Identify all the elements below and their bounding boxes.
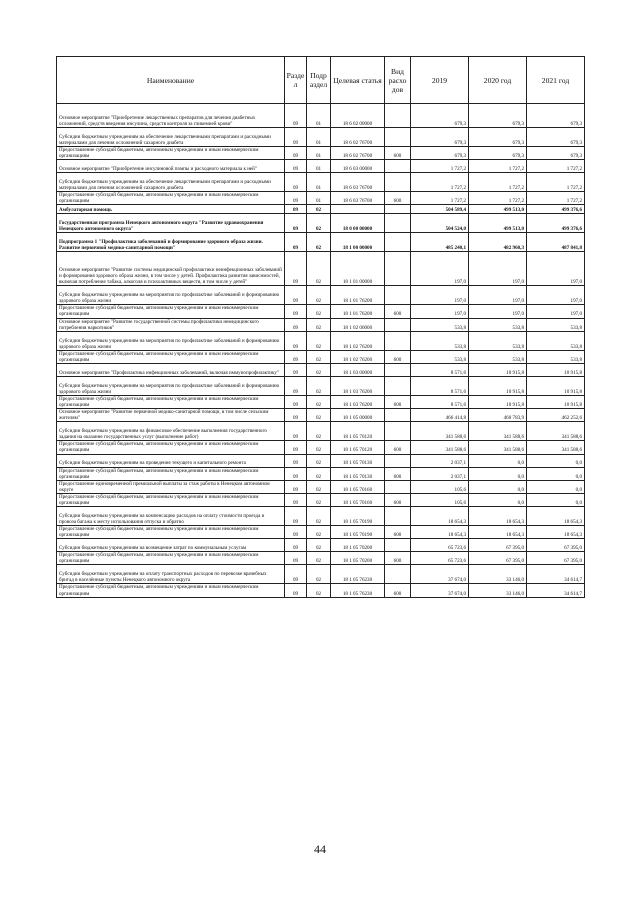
cell-2021: 67 395,0 <box>527 552 585 565</box>
table-row <box>57 376 585 395</box>
cell-target <box>331 205 385 214</box>
cell-name: Предоставление субсидий бюджетным, автономным учреждениям и иным некоммерческим организациям <box>57 467 285 480</box>
cell-target: 18 1 02 76200 <box>331 331 385 350</box>
cell-2020: 33 146,0 <box>469 584 527 597</box>
cell-target: 18 6 03 76700 <box>331 192 385 205</box>
cell-2021: 0,0 <box>527 493 585 506</box>
cell-2021: 533,8 <box>527 350 585 363</box>
cell-2021: 533,8 <box>527 318 585 331</box>
table-row <box>57 526 585 539</box>
cell-target: 18 1 03 76200 <box>331 395 385 408</box>
cell-2019: 1 727,2 <box>411 173 469 192</box>
cell-2019: 8 571,6 <box>411 395 469 408</box>
cell-2019: 679,3 <box>411 104 469 128</box>
cell-target: 18 1 02 00000 <box>331 318 385 331</box>
page-number: 44 <box>314 842 326 856</box>
cell-target: 18 1 05 70160 <box>331 480 385 493</box>
cell-podrazdel: 02 <box>307 318 331 331</box>
cell-razdel: 09 <box>285 173 307 192</box>
cell-2021: 197,0 <box>527 305 585 318</box>
cell-vid <box>385 173 411 192</box>
cell-2020: 197,0 <box>469 252 527 286</box>
cell-2020: 197,0 <box>469 305 527 318</box>
cell-2019: 533,8 <box>411 318 469 331</box>
cell-vid <box>385 205 411 214</box>
cell-razdel: 09 <box>285 584 307 597</box>
cell-2020: 482 960,3 <box>469 233 527 252</box>
cell-name: Субсидии бюджетным учреждениям на обеспечение лекарственными препаратами и расходными материалами для лечения осложнений сахарного диабета <box>57 173 285 192</box>
cell-vid: 600 <box>385 584 411 597</box>
cell-razdel: 09 <box>285 376 307 395</box>
cell-2021: 197,0 <box>527 286 585 305</box>
table-row <box>57 305 585 318</box>
cell-2020: 499 513,0 <box>469 214 527 233</box>
cell-razdel: 09 <box>285 395 307 408</box>
cell-name: Субсидии бюджетным учреждениям на проведение текущего и капитального ремонта <box>57 454 285 467</box>
cell-podrazdel: 02 <box>307 376 331 395</box>
cell-2019: 37 674,0 <box>411 584 469 597</box>
cell-name: Субсидии бюджетным учреждениям на возмещение затрат по коммунальным услугам <box>57 539 285 552</box>
cell-2019: 2 037,1 <box>411 467 469 480</box>
cell-vid <box>385 454 411 467</box>
cell-podrazdel: 02 <box>307 565 331 584</box>
header-razdel: Разде л <box>285 57 307 104</box>
cell-podrazdel: 02 <box>307 454 331 467</box>
cell-2021: 10 915,8 <box>527 376 585 395</box>
cell-podrazdel: 02 <box>307 480 331 493</box>
cell-razdel: 09 <box>285 493 307 506</box>
cell-2020: 679,3 <box>469 128 527 147</box>
cell-vid <box>385 128 411 147</box>
cell-2020: 0,0 <box>469 493 527 506</box>
cell-2021: 34 614,7 <box>527 565 585 584</box>
cell-razdel: 09 <box>285 480 307 493</box>
cell-2021: 0,0 <box>527 454 585 467</box>
cell-2020: 460 783,9 <box>469 409 527 422</box>
cell-target: 18 1 05 70190 <box>331 507 385 526</box>
cell-razdel: 09 <box>285 507 307 526</box>
cell-target: 18 1 01 76200 <box>331 286 385 305</box>
cell-2020: 33 146,0 <box>469 565 527 584</box>
cell-razdel: 09 <box>285 192 307 205</box>
cell-name: Субсидии бюджетным учреждениям на мероприятия по профилактике заболеваний и формированию здорового образа жизни <box>57 376 285 395</box>
cell-target: 18 6 02 76700 <box>331 147 385 160</box>
cell-podrazdel: 02 <box>307 395 331 408</box>
cell-2021: 0,0 <box>527 480 585 493</box>
cell-vid <box>385 286 411 305</box>
cell-target: 18 1 01 76200 <box>331 305 385 318</box>
cell-name: Амбулаторная помощь <box>57 205 285 214</box>
cell-razdel: 09 <box>285 552 307 565</box>
table-row <box>57 422 585 441</box>
cell-podrazdel: 02 <box>307 205 331 214</box>
cell-2020: 679,3 <box>469 147 527 160</box>
cell-2020: 0,0 <box>469 480 527 493</box>
cell-2019: 504 524,0 <box>411 214 469 233</box>
cell-2020: 67 395,0 <box>469 552 527 565</box>
cell-2020: 10 915,8 <box>469 363 527 376</box>
header-2021: 2021 год <box>527 57 585 104</box>
cell-2019: 485 240,1 <box>411 233 469 252</box>
table-row <box>57 507 585 526</box>
cell-2021: 10 915,8 <box>527 363 585 376</box>
table-row <box>57 441 585 454</box>
table-row <box>57 173 585 192</box>
cell-2020: 10 915,8 <box>469 376 527 395</box>
cell-name: Предоставление субсидий бюджетным, автономным учреждениям и иным некоммерческим организациям <box>57 526 285 539</box>
cell-vid <box>385 214 411 233</box>
cell-razdel: 09 <box>285 409 307 422</box>
cell-vid <box>385 409 411 422</box>
cell-podrazdel: 02 <box>307 214 331 233</box>
cell-target: 18 1 05 00000 <box>331 409 385 422</box>
table-row <box>57 363 585 376</box>
cell-2020: 499 513,0 <box>469 205 527 214</box>
cell-name: Субсидии бюджетным учреждениям на мероприятия по профилактике заболеваний и формированию здорового образа жизни <box>57 286 285 305</box>
cell-2019: 197,0 <box>411 252 469 286</box>
cell-podrazdel: 02 <box>307 286 331 305</box>
cell-2021: 341 588,6 <box>527 441 585 454</box>
cell-vid: 600 <box>385 305 411 318</box>
cell-target: 18 1 05 70120 <box>331 441 385 454</box>
cell-vid <box>385 160 411 173</box>
cell-vid: 600 <box>385 350 411 363</box>
table-body <box>57 104 585 598</box>
cell-podrazdel: 02 <box>307 422 331 441</box>
cell-2021: 1 727,2 <box>527 192 585 205</box>
cell-podrazdel: 02 <box>307 507 331 526</box>
table-row <box>57 160 585 173</box>
cell-razdel: 09 <box>285 441 307 454</box>
cell-2021: 679,3 <box>527 128 585 147</box>
cell-vid <box>385 480 411 493</box>
cell-2021: 10 915,8 <box>527 395 585 408</box>
cell-razdel: 09 <box>285 205 307 214</box>
cell-razdel: 09 <box>285 305 307 318</box>
cell-2021: 679,3 <box>527 147 585 160</box>
cell-podrazdel: 02 <box>307 233 331 252</box>
cell-2019: 18 654,3 <box>411 507 469 526</box>
cell-name: Предоставление субсидий бюджетным, автономным учреждениям и иным некоммерческим организациям <box>57 584 285 597</box>
cell-podrazdel: 02 <box>307 467 331 480</box>
cell-razdel: 09 <box>285 128 307 147</box>
cell-razdel: 09 <box>285 160 307 173</box>
cell-2020: 533,8 <box>469 331 527 350</box>
cell-target: 18 1 05 70200 <box>331 552 385 565</box>
cell-2021: 487 841,8 <box>527 233 585 252</box>
cell-vid <box>385 233 411 252</box>
cell-name: Предоставление субсидий бюджетным, автономным учреждениям и иным некоммерческим организациям <box>57 552 285 565</box>
cell-name: Основное мероприятие "Приобретение инсулиновой помпы и расходного материала к ней" <box>57 160 285 173</box>
cell-2019: 197,0 <box>411 305 469 318</box>
cell-target: 18 1 05 76230 <box>331 584 385 597</box>
cell-razdel: 09 <box>285 233 307 252</box>
cell-2019: 504 589,4 <box>411 205 469 214</box>
cell-podrazdel: 01 <box>307 128 331 147</box>
cell-razdel: 09 <box>285 147 307 160</box>
cell-podrazdel: 02 <box>307 409 331 422</box>
table-row <box>57 584 585 597</box>
cell-podrazdel: 02 <box>307 305 331 318</box>
cell-name: Предоставление субсидий бюджетным, автономным учреждениям и иным некоммерческим организациям <box>57 493 285 506</box>
cell-vid <box>385 252 411 286</box>
cell-name: Предоставление субсидий бюджетным, автономным учреждениям и иным некоммерческим организациям <box>57 305 285 318</box>
table-header-row <box>57 57 585 104</box>
cell-target: 18 1 03 76200 <box>331 376 385 395</box>
cell-name: Субсидии бюджетным учреждениям на мероприятия по профилактике заболеваний и формированию здорового образа жизни <box>57 331 285 350</box>
cell-target: 18 1 05 70200 <box>331 539 385 552</box>
cell-2019: 197,0 <box>411 286 469 305</box>
cell-razdel: 09 <box>285 363 307 376</box>
cell-2021: 197,0 <box>527 252 585 286</box>
cell-podrazdel: 02 <box>307 252 331 286</box>
cell-razdel: 09 <box>285 318 307 331</box>
cell-target: 18 6 02 00000 <box>331 104 385 128</box>
cell-razdel: 09 <box>285 454 307 467</box>
cell-podrazdel: 02 <box>307 363 331 376</box>
cell-vid: 600 <box>385 467 411 480</box>
header-podrazdel: Подр аздел <box>307 57 331 104</box>
cell-2021: 499 376,6 <box>527 205 585 214</box>
cell-target: 18 1 05 70160 <box>331 493 385 506</box>
cell-2020: 197,0 <box>469 286 527 305</box>
cell-2021: 499 376,6 <box>527 214 585 233</box>
cell-podrazdel: 01 <box>307 192 331 205</box>
cell-name: Субсидии бюджетным учреждениям на компенсацию расходов на оплату стоимости проезда и провоза багажа к месту использования отпуска и обратно <box>57 507 285 526</box>
table-row <box>57 350 585 363</box>
cell-podrazdel: 01 <box>307 147 331 160</box>
cell-vid <box>385 331 411 350</box>
cell-name: Основное мероприятие "Профилактика инфекционных заболеваний, включая иммунопрофилактику" <box>57 363 285 376</box>
cell-vid <box>385 507 411 526</box>
cell-2020: 1 727,2 <box>469 173 527 192</box>
cell-name: Основное мероприятие "Приобретение лекарственных препаратов для лечения диабетных осложнений, средств введения инсулина, средств контроля за гликемией крови" <box>57 104 285 128</box>
cell-vid <box>385 104 411 128</box>
header-2019: 2019 <box>411 57 469 104</box>
table-row <box>57 318 585 331</box>
header-name: Наименование <box>57 57 285 104</box>
cell-2019: 341 588,6 <box>411 422 469 441</box>
cell-vid <box>385 539 411 552</box>
cell-2019: 8 571,6 <box>411 363 469 376</box>
cell-name: Предоставление субсидий бюджетным, автономным учреждениям и иным некоммерческим организациям <box>57 441 285 454</box>
cell-2019: 8 571,6 <box>411 376 469 395</box>
cell-2019: 1 727,2 <box>411 192 469 205</box>
cell-2020: 0,0 <box>469 467 527 480</box>
cell-vid: 600 <box>385 192 411 205</box>
cell-2019: 2 037,1 <box>411 454 469 467</box>
cell-vid <box>385 565 411 584</box>
cell-2020: 18 654,3 <box>469 507 527 526</box>
cell-target: 18 0 00 00000 <box>331 214 385 233</box>
cell-podrazdel: 01 <box>307 160 331 173</box>
cell-podrazdel: 02 <box>307 552 331 565</box>
cell-2020: 0,0 <box>469 454 527 467</box>
table-row <box>57 539 585 552</box>
cell-2021: 18 654,3 <box>527 507 585 526</box>
cell-2021: 1 727,2 <box>527 173 585 192</box>
cell-razdel: 09 <box>285 539 307 552</box>
table-row <box>57 454 585 467</box>
cell-2021: 462 252,6 <box>527 409 585 422</box>
cell-2021: 533,8 <box>527 331 585 350</box>
table-row <box>57 252 585 286</box>
cell-2021: 67 395,0 <box>527 539 585 552</box>
cell-2019: 679,3 <box>411 128 469 147</box>
cell-vid: 600 <box>385 147 411 160</box>
cell-target: 18 1 05 70130 <box>331 454 385 467</box>
cell-target: 18 1 05 70190 <box>331 526 385 539</box>
cell-podrazdel: 02 <box>307 350 331 363</box>
cell-podrazdel: 01 <box>307 173 331 192</box>
cell-target: 18 1 05 70120 <box>331 422 385 441</box>
cell-vid: 600 <box>385 493 411 506</box>
cell-razdel: 09 <box>285 467 307 480</box>
table-row <box>57 286 585 305</box>
cell-vid: 600 <box>385 552 411 565</box>
cell-2019: 37 674,0 <box>411 565 469 584</box>
table-row <box>57 147 585 160</box>
cell-podrazdel: 02 <box>307 441 331 454</box>
budget-table-sheet <box>56 56 584 598</box>
cell-name: Основное мероприятие "Развитие первичной медико-санитарной помощи, в том числе сельским жителям" <box>57 409 285 422</box>
cell-2020: 341 588,6 <box>469 441 527 454</box>
cell-2020: 533,8 <box>469 350 527 363</box>
table-row <box>57 409 585 422</box>
table-row <box>57 104 585 128</box>
cell-name: Предоставление единовременной премиальной выплаты за стаж работы в Ненецком автономном округе <box>57 480 285 493</box>
cell-2020: 1 727,2 <box>469 160 527 173</box>
cell-razdel: 09 <box>285 350 307 363</box>
cell-2019: 533,8 <box>411 350 469 363</box>
header-2020: 2020 год <box>469 57 527 104</box>
cell-target: 18 1 01 00000 <box>331 252 385 286</box>
cell-2019: 679,3 <box>411 147 469 160</box>
cell-podrazdel: 02 <box>307 584 331 597</box>
cell-name: Предоставление субсидий бюджетным, автономным учреждениям и иным некоммерческим организациям <box>57 395 285 408</box>
cell-podrazdel: 02 <box>307 526 331 539</box>
cell-2020: 533,8 <box>469 318 527 331</box>
header-target: Целевая статья <box>331 57 385 104</box>
cell-name: Основное мероприятие "Развитие государственной системы профилактики немедицинского потребления наркотиков" <box>57 318 285 331</box>
table-row <box>57 395 585 408</box>
cell-name: Предоставление субсидий бюджетным, автономным учреждениям и иным некоммерческим организациям <box>57 350 285 363</box>
cell-2019: 18 654,3 <box>411 526 469 539</box>
cell-podrazdel: 01 <box>307 104 331 128</box>
table-row <box>57 205 585 214</box>
cell-target: 18 1 02 76200 <box>331 350 385 363</box>
cell-razdel: 09 <box>285 252 307 286</box>
cell-target: 18 1 05 70130 <box>331 467 385 480</box>
cell-vid <box>385 363 411 376</box>
cell-vid: 600 <box>385 395 411 408</box>
cell-2021: 341 588,6 <box>527 422 585 441</box>
cell-2020: 679,3 <box>469 104 527 128</box>
table-row <box>57 128 585 147</box>
table-row <box>57 214 585 233</box>
cell-2020: 341 588,6 <box>469 422 527 441</box>
cell-2021: 679,3 <box>527 104 585 128</box>
table-row <box>57 233 585 252</box>
cell-name: Государственная программа Ненецкого автономного округа "Развитие здравоохранения Ненецкого автономного округа" <box>57 214 285 233</box>
cell-2020: 18 654,3 <box>469 526 527 539</box>
cell-vid <box>385 318 411 331</box>
table-row <box>57 480 585 493</box>
cell-podrazdel: 02 <box>307 331 331 350</box>
cell-2021: 1 727,2 <box>527 160 585 173</box>
cell-podrazdel: 02 <box>307 539 331 552</box>
header-vid: Вид расхо дов <box>385 57 411 104</box>
table-row <box>57 493 585 506</box>
cell-2019: 105,6 <box>411 480 469 493</box>
cell-name: Предоставление субсидий бюджетным, автономным учреждениям и иным некоммерческим организациям <box>57 147 285 160</box>
cell-name: Основное мероприятие "Развитие системы медицинской профилактики неинфекционных заболеваний и формирования здорового образа жизни, в том числе у детей. Профилактика развития зависимостей, включая потребление табака, алкоголя и психоактивных веществ, в том числе у детей" <box>57 252 285 286</box>
cell-2020: 10 915,8 <box>469 395 527 408</box>
cell-podrazdel: 02 <box>307 493 331 506</box>
cell-2019: 65 723,6 <box>411 552 469 565</box>
cell-vid <box>385 422 411 441</box>
cell-name: Субсидии бюджетным учреждениям на финансовое обеспечение выполнения государственного задания на оказание государственных услуг (выполнение работ) <box>57 422 285 441</box>
cell-name: Подпрограмма 1 "Профилактика заболеваний и формирование здорового образа жизни. Развитие первичной медико-санитарной помощи" <box>57 233 285 252</box>
cell-target: 18 6 02 76700 <box>331 128 385 147</box>
cell-2019: 341 588,6 <box>411 441 469 454</box>
cell-razdel: 09 <box>285 331 307 350</box>
cell-target: 18 1 05 76230 <box>331 565 385 584</box>
cell-2019: 1 727,2 <box>411 160 469 173</box>
cell-target: 18 1 03 00000 <box>331 363 385 376</box>
cell-target: 18 6 03 76700 <box>331 173 385 192</box>
table-row <box>57 467 585 480</box>
cell-2019: 466 414,8 <box>411 409 469 422</box>
cell-vid: 600 <box>385 441 411 454</box>
cell-name: Предоставление субсидий бюджетным, автономным учреждениям и иным некоммерческим организациям <box>57 192 285 205</box>
cell-2021: 0,0 <box>527 467 585 480</box>
cell-name: Субсидии бюджетным учреждениям на оплату транспортных расходов по перевозке врачебных бригад в населённые пункты Ненецкого автономного округа <box>57 565 285 584</box>
cell-2019: 105,6 <box>411 493 469 506</box>
cell-2019: 65 723,6 <box>411 539 469 552</box>
table-row <box>57 331 585 350</box>
cell-razdel: 09 <box>285 526 307 539</box>
cell-vid <box>385 376 411 395</box>
cell-2021: 18 654,3 <box>527 526 585 539</box>
cell-razdel: 09 <box>285 422 307 441</box>
cell-2019: 533,8 <box>411 331 469 350</box>
cell-2020: 67 395,0 <box>469 539 527 552</box>
cell-vid: 600 <box>385 526 411 539</box>
cell-razdel: 09 <box>285 104 307 128</box>
cell-2020: 1 727,2 <box>469 192 527 205</box>
table-row <box>57 565 585 584</box>
cell-target: 18 6 03 00000 <box>331 160 385 173</box>
table-row <box>57 552 585 565</box>
cell-name: Субсидии бюджетным учреждениям на обеспечение лекарственными препаратами и расходными материалами для лечения осложнений сахарного диабета <box>57 128 285 147</box>
cell-razdel: 09 <box>285 565 307 584</box>
cell-razdel: 09 <box>285 214 307 233</box>
cell-razdel: 09 <box>285 286 307 305</box>
table-row <box>57 192 585 205</box>
cell-2021: 34 614,7 <box>527 584 585 597</box>
cell-target: 18 1 00 00000 <box>331 233 385 252</box>
budget-table <box>56 56 585 598</box>
